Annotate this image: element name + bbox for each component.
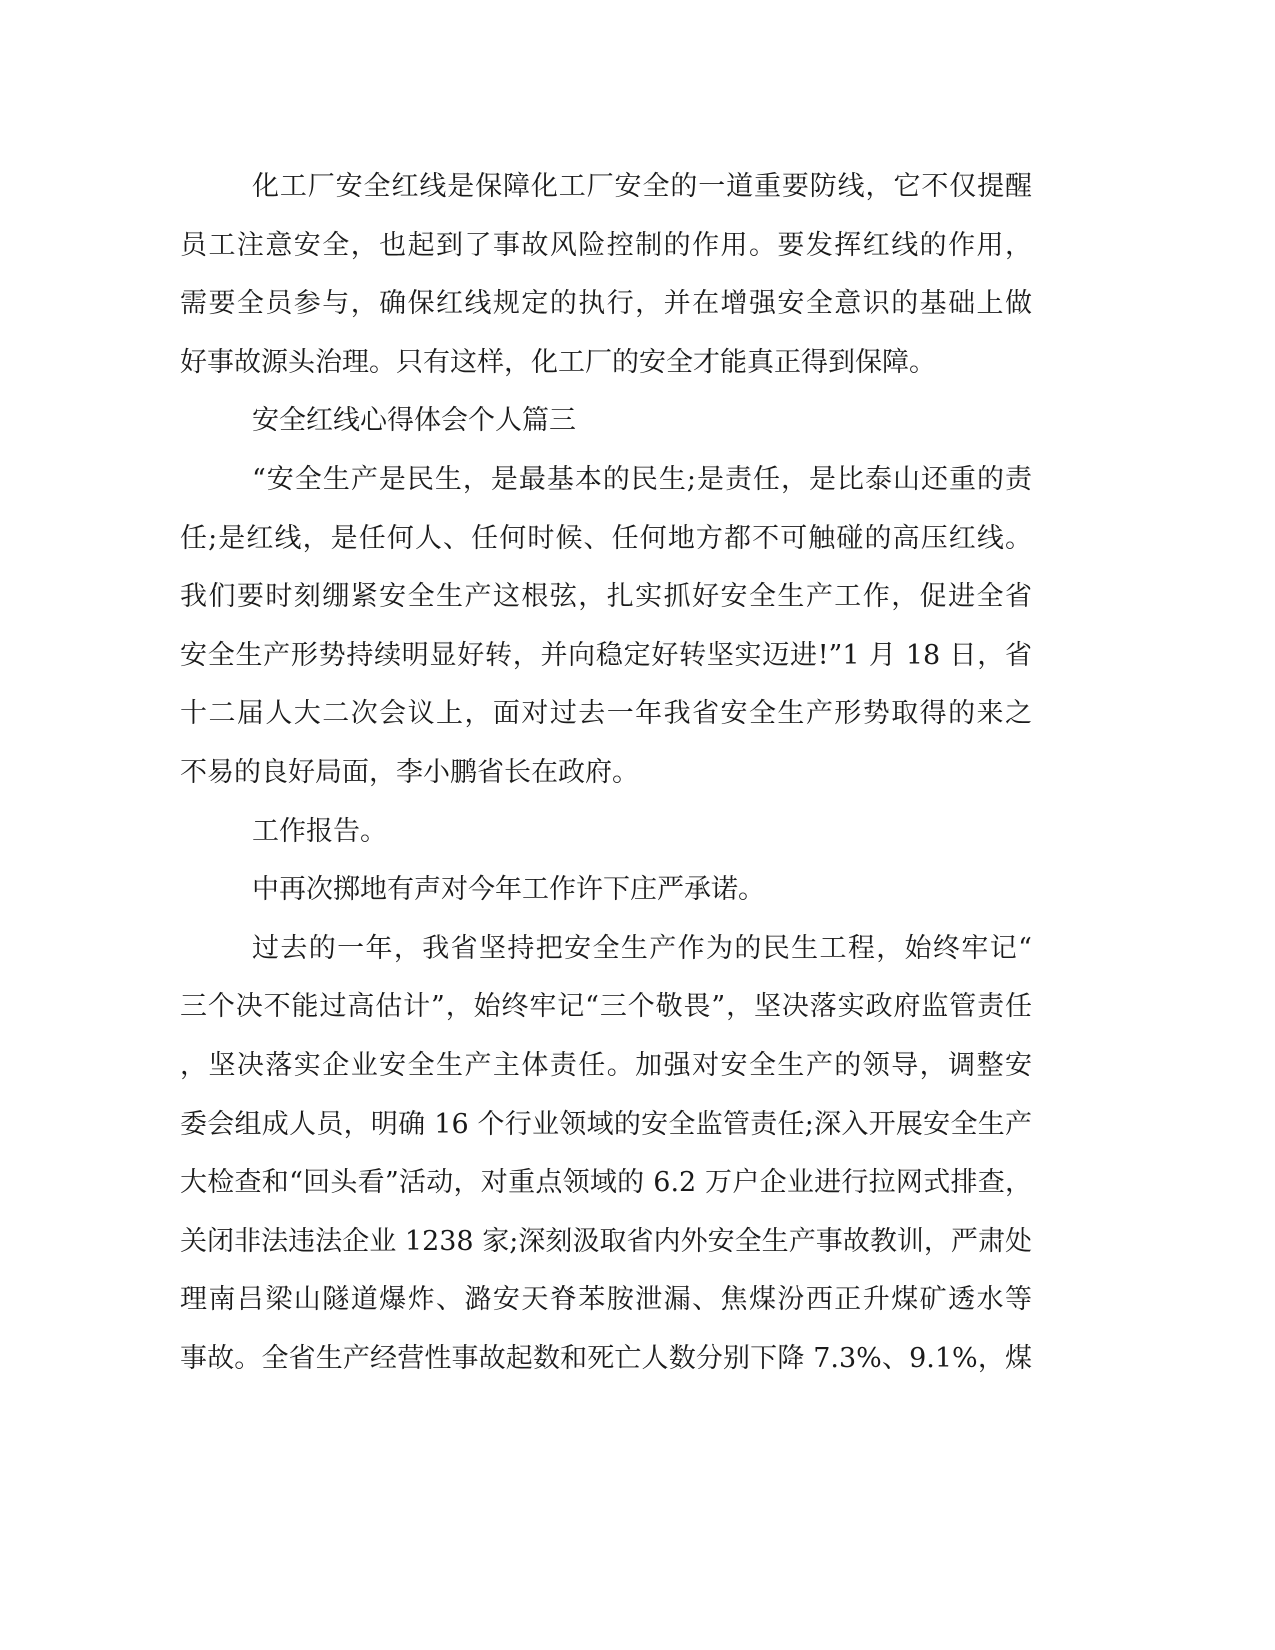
paragraph-line: 任;是红线，是任何人、任何时候、任何地方都不可触碰的高压红线。	[180, 522, 1032, 554]
section-heading: 安全红线心得体会个人篇三	[252, 405, 576, 437]
paragraph-line: 化工厂安全红线是保障化工厂安全的一道重要防线，它不仅提醒	[252, 171, 1032, 202]
paragraph-line: ，坚决落实企业安全生产主体责任。加强对安全生产的领导，调整安	[180, 1049, 1032, 1081]
paragraph-line: 好事故源头治理。只有这样，化工厂的安全才能真正得到保障。	[180, 346, 936, 378]
paragraph-line: 关闭非法违法企业 1238 家;深刻汲取省内外安全生产事故教训，严肃处	[180, 1225, 1032, 1257]
paragraph-line: 中再次掷地有声对今年工作许下庄严承诺。	[252, 874, 765, 906]
paragraph-line: “安全生产是民生，是最基本的民生;是责任，是比泰山还重的责	[252, 463, 1032, 495]
paragraph-line: 需要全员参与，确保红线规定的执行，并在增强安全意识的基础上做	[180, 288, 1032, 320]
paragraph-line: 过去的一年，我省坚持把安全生产作为的民生工程，始终牢记“	[252, 932, 1032, 964]
paragraph-line: 十二届人大二次会议上，面对过去一年我省安全生产形势取得的来之	[180, 698, 1032, 730]
paragraph-line: 三个决不能过高估计”，始终牢记“三个敬畏”，坚决落实政府监管责任	[180, 991, 1032, 1023]
paragraph-line: 工作报告。	[252, 815, 387, 847]
paragraph-line: 员工注意安全，也起到了事故风险控制的作用。要发挥红线的作用，	[180, 229, 1032, 261]
paragraph-line: 大检查和“回头看”活动，对重点领域的 6.2 万户企业进行拉网式排查，	[180, 1167, 1032, 1199]
paragraph-line: 我们要时刻绷紧安全生产这根弦，扎实抓好安全生产工作，促进全省	[180, 581, 1032, 613]
paragraph-line: 事故。全省生产经营性事故起数和死亡人数分别下降 7.3%、9.1%，煤	[180, 1342, 1032, 1374]
paragraph-line: 不易的良好局面，李小鹏省长在政府。	[180, 756, 639, 788]
paragraph-line: 理南吕梁山隧道爆炸、潞安天脊苯胺泄漏、焦煤汾西正升煤矿透水等	[180, 1284, 1032, 1316]
paragraph-line: 安全生产形势持续明显好转，并向稳定好转坚实迈进!”1 月 18 日，省	[180, 639, 1032, 671]
paragraph-line: 委会组成人员，明确 16 个行业领域的安全监管责任;深入开展安全生产	[180, 1108, 1032, 1140]
document-body	[180, 158, 1032, 1388]
